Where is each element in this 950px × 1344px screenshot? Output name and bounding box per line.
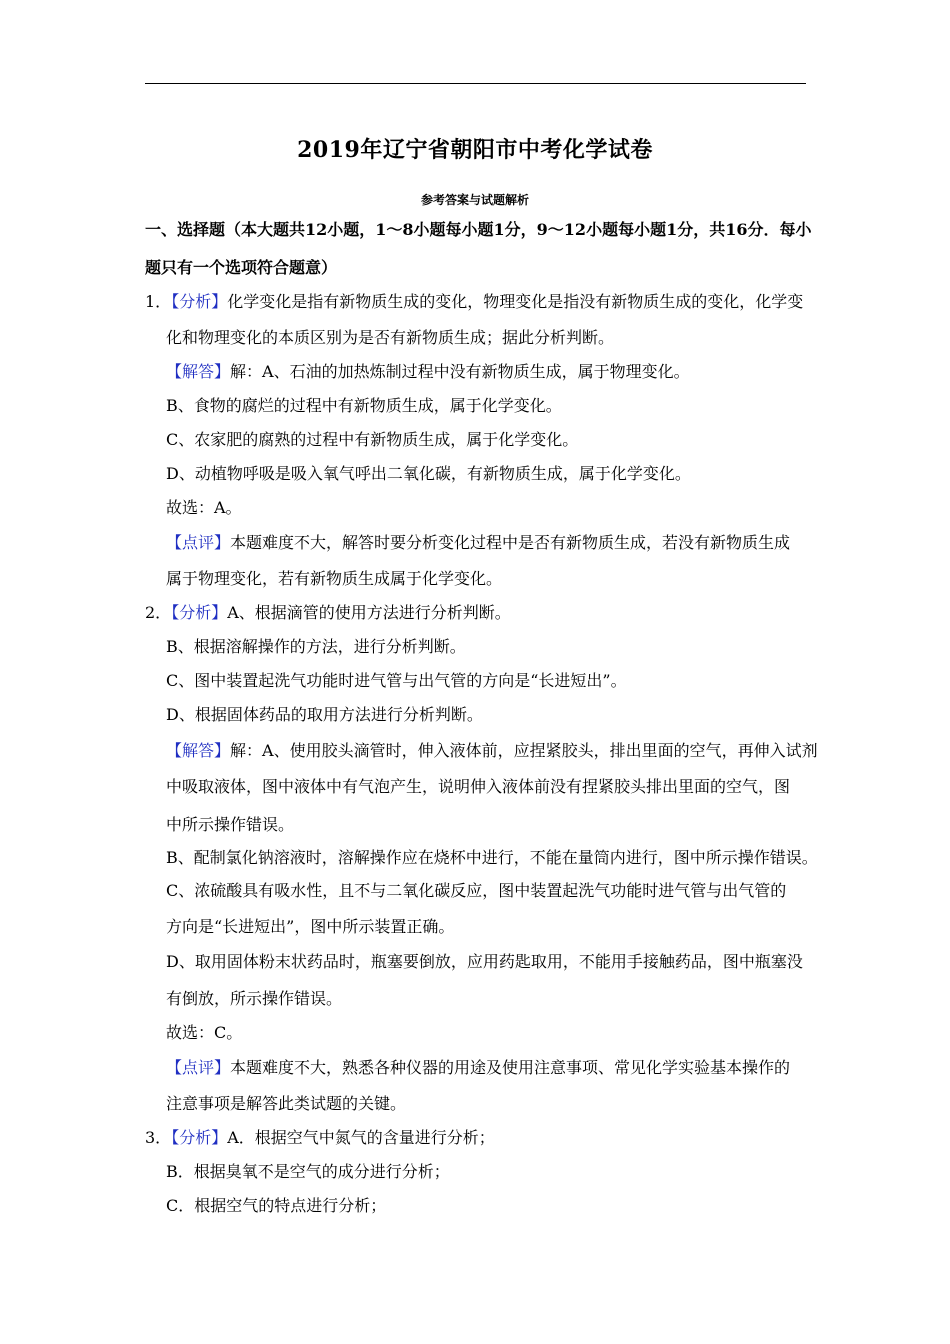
q1-answer-line-a [166, 361, 690, 383]
q2-analysis-line-c: C、图中装置起洗气功能时进气管与出气管的方向是“长进短出”。 [166, 671, 627, 690]
q3-number: 3． [145, 1128, 172, 1147]
q2-answer-line-a1 [166, 740, 818, 762]
q1-answer-line-c: C、农家肥的腐熟的过程中有新物质生成，属于化学变化。 [166, 430, 579, 449]
q1-analysis-line-1 [145, 291, 803, 313]
q2-comment-line-1 [166, 1057, 790, 1079]
page-subtitle: 参考答案与试题解析 [420, 193, 529, 207]
q1-answer-line-d: D、动植物呼吸是吸入氧气呼出二氧化碳，有新物质生成，属于化学变化。 [166, 464, 691, 483]
q2-number: 2． [145, 603, 172, 622]
page-title: 2019年辽宁省朝阳市中考化学试卷 [297, 137, 653, 163]
q1-analysis-text-1: 化学变化是指有新物质生成的变化，物理变化是指没有新物质生成的变化，化学变 [227, 292, 804, 311]
q2-analysis-line-a [145, 602, 511, 624]
q2-answer-line-a2: 中吸取液体，图中液体中有气泡产生，说明伸入液体前没有捏紧胶头排出里面的空气，图 [166, 777, 791, 796]
q3-analysis-line-a [145, 1127, 495, 1149]
q2-answer-text-a1: 解：A、使用胶头滴管时，伸入液体前，应捏紧胶头，排出里面的空气，再伸入试剂 [230, 741, 818, 760]
q1-answer-line-b: B、食物的腐烂的过程中有新物质生成，属于化学变化。 [166, 396, 562, 415]
section-heading-line-1: 一、选择题（本大题共12小题，1～8小题每小题1分，9～12小题每小题1分，共16分．每小 [145, 220, 812, 239]
q1-analysis-line-2: 化和物理变化的本质区别为是否有新物质生成；据此分析判断。 [166, 328, 615, 347]
q1-comment-line-1 [166, 532, 790, 554]
q3-analysis-tag: 【分析】 [171, 1128, 228, 1147]
q1-comment-text-1: 本题难度不大，解答时要分析变化过程中是否有新物质生成，若没有新物质生成 [230, 533, 791, 552]
q1-comment-line-2: 属于物理变化，若有新物质生成属于化学变化。 [166, 569, 503, 588]
q2-comment-line-2: 注意事项是解答此类试题的关键。 [166, 1094, 407, 1113]
header-rule [145, 83, 806, 84]
q2-answer-line-c1: C、浓硫酸具有吸水性，且不与二氧化碳反应，图中装置起洗气功能时进气管与出气管的 [166, 881, 787, 900]
q2-comment-tag: 【点评】 [166, 1058, 231, 1077]
q2-analysis-tag: 【分析】 [171, 603, 228, 622]
q2-comment-text-1: 本题难度不大，熟悉各种仪器的用途及使用注意事项、常见化学实验基本操作的 [230, 1058, 791, 1077]
q2-answer-tag: 【解答】 [166, 741, 231, 760]
q3-analysis-line-c: C．根据空气的特点进行分析； [166, 1196, 387, 1215]
section-heading-line-2: 题只有一个选项符合题意） [145, 258, 338, 277]
q2-choice: 故选：C。 [166, 1023, 243, 1042]
q2-answer-line-b: B、配制氯化钠溶液时，溶解操作应在烧杯中进行，不能在量筒内进行，图中所示操作错误。 [166, 848, 818, 867]
q1-choice: 故选：A。 [166, 498, 242, 517]
q2-answer-line-a3: 中所示操作错误。 [166, 815, 295, 834]
q3-analysis-text-a: A．根据空气中氮气的含量进行分析； [227, 1128, 495, 1147]
q2-analysis-text-a: A、根据滴管的使用方法进行分析判断。 [227, 603, 511, 622]
q2-answer-line-c2: 方向是“长进短出”，图中所示装置正确。 [166, 917, 455, 936]
q3-analysis-line-b: B．根据臭氧不是空气的成分进行分析； [166, 1162, 450, 1181]
q1-comment-tag: 【点评】 [166, 533, 231, 552]
q2-answer-line-d2: 有倒放，所示操作错误。 [166, 989, 343, 1008]
q1-answer-tag: 【解答】 [166, 362, 231, 381]
q2-analysis-line-d: D、根据固体药品的取用方法进行分析判断。 [166, 705, 483, 724]
q2-analysis-line-b: B、根据溶解操作的方法，进行分析判断。 [166, 637, 466, 656]
q1-number: 1． [145, 292, 172, 311]
q2-answer-line-d1: D、取用固体粉末状药品时，瓶塞要倒放，应用药匙取用，不能用手接触药品，图中瓶塞没 [166, 952, 803, 971]
q1-answer-text-a: 解：A、石油的加热炼制过程中没有新物质生成，属于物理变化。 [230, 362, 690, 381]
q1-analysis-tag: 【分析】 [171, 292, 228, 311]
